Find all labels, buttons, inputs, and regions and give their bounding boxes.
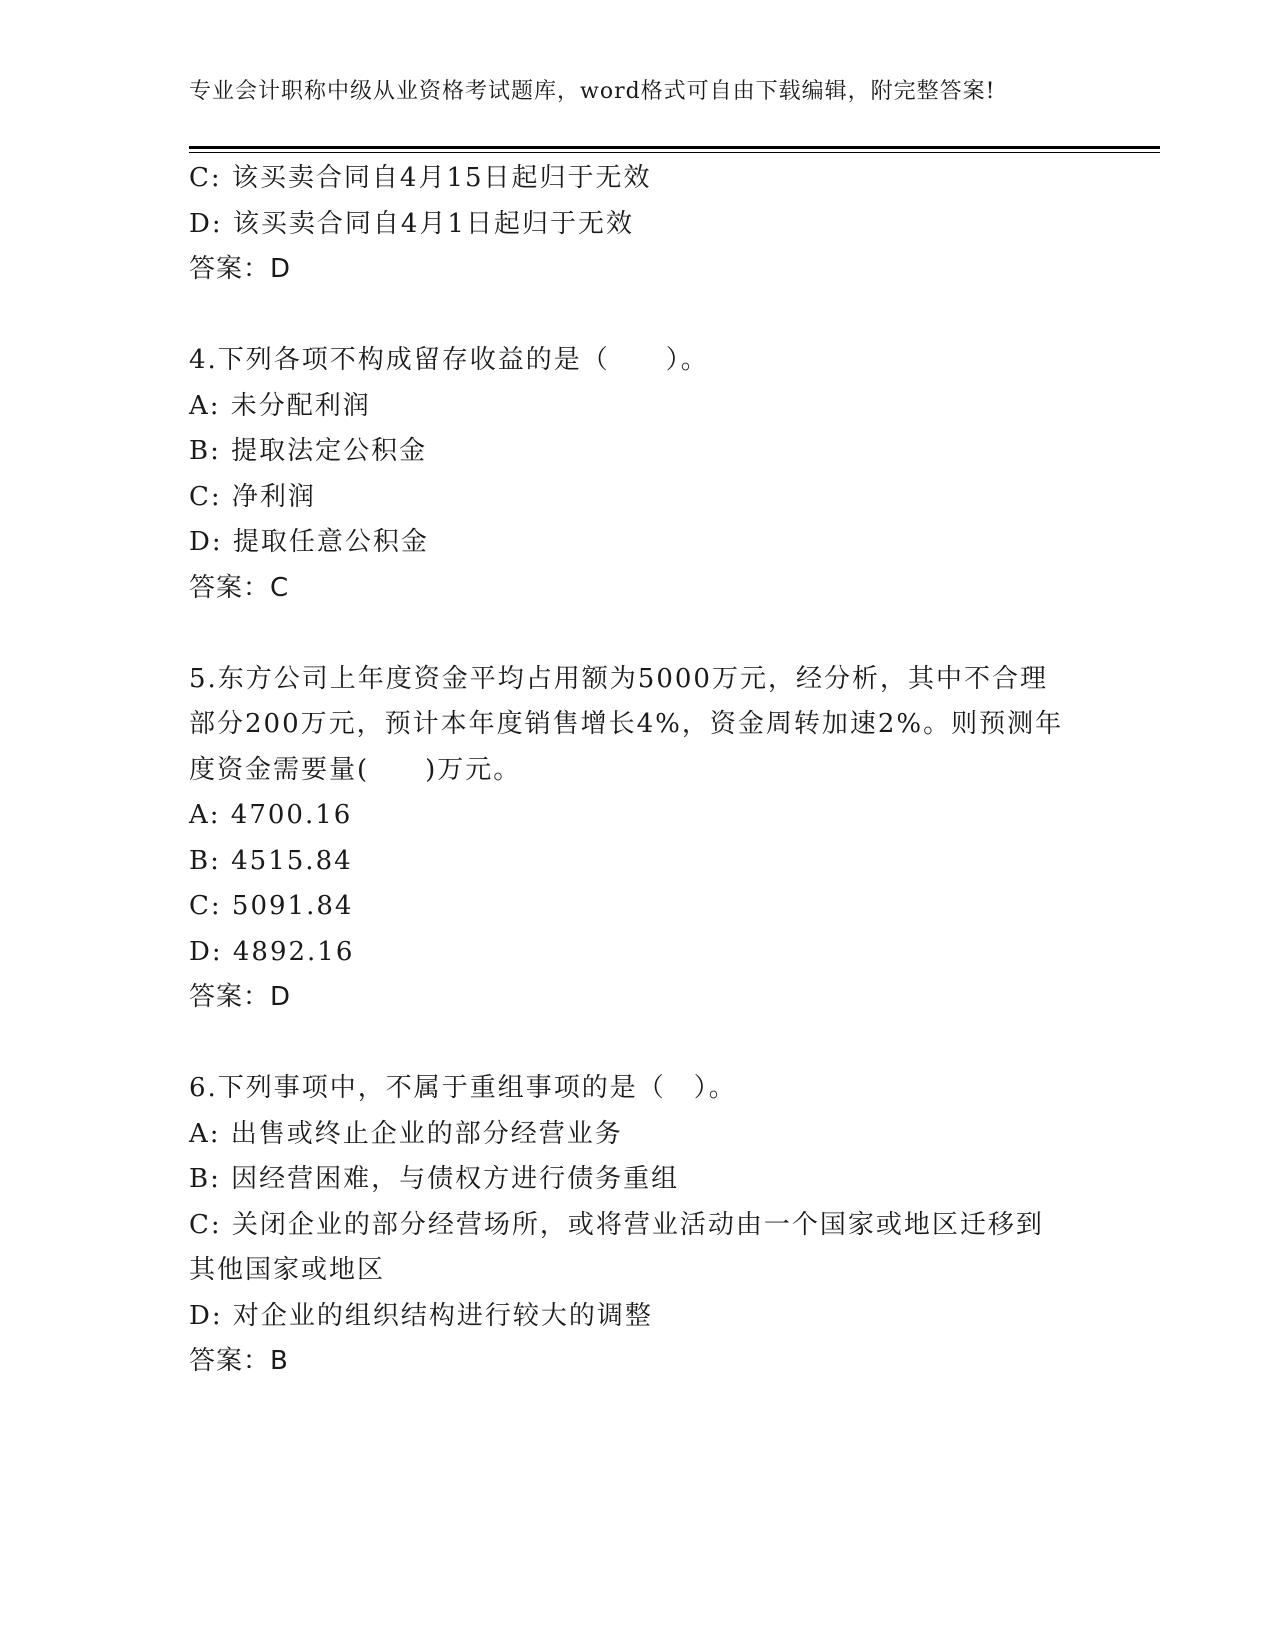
q6-option-c-line1: C: 关闭企业的部分经营场所，或将营业活动由一个国家或地区迁移到 <box>189 1209 1044 1240</box>
q6-option-c-line2: 其他国家或地区 <box>189 1255 386 1285</box>
q6-option-d: D: 对企业的组织结构进行较大的调整 <box>189 1300 653 1331</box>
spacer <box>189 293 1089 339</box>
q6-stem: 6.下列事项中，不属于重组事项的是（ ）。 <box>189 1073 737 1103</box>
q4-stem: 4.下列各项不构成留存收益的是（ ）。 <box>189 345 709 375</box>
header-rule-thin <box>189 152 1160 153</box>
q6-option-a: A: 出售或终止企业的部分经营业务 <box>189 1118 623 1149</box>
q4-option-b: B: 提取法定公积金 <box>189 436 428 466</box>
q3-option-c: C: 该买卖合同自4月15日起归于无效 <box>189 163 652 193</box>
q5-answer: 答案：D <box>189 982 292 1012</box>
question-content <box>189 156 1089 1385</box>
q5-stem-line1: 5.东方公司上年度资金平均占用额为5000万元，经分析，其中不合理 <box>189 663 1048 694</box>
spacer <box>189 1021 1089 1067</box>
q3-answer: 答案：D <box>189 254 292 284</box>
q6-answer: 答案：B <box>189 1346 289 1376</box>
q3-option-d: D: 该买卖合同自4月1日起归于无效 <box>189 208 634 239</box>
q5-stem-line3: 度资金需要量( )万元。 <box>189 754 522 785</box>
header-rule-thick <box>189 146 1160 149</box>
page-header: 专业会计职称中级从业资格考试题库，word格式可自由下载编辑，附完整答案! <box>189 79 996 104</box>
q5-option-c: C: 5091.84 <box>189 891 354 921</box>
q5-option-d: D: 4892.16 <box>189 936 355 967</box>
q4-answer: 答案：C <box>189 572 290 603</box>
spacer <box>189 611 1089 657</box>
q4-option-c: C: 净利润 <box>189 481 316 512</box>
q6-option-b: B: 因经营困难，与债权方进行债务重组 <box>189 1164 680 1194</box>
q4-option-d: D: 提取任意公积金 <box>189 527 429 557</box>
q5-option-a: A: 4700.16 <box>189 800 353 830</box>
q5-stem-line2: 部分200万元，预计本年度销售增长4%，资金周转加速2%。则预测年 <box>189 709 1064 739</box>
q4-option-a: A: 未分配利润 <box>189 390 371 421</box>
q5-option-b: B: 4515.84 <box>189 845 353 876</box>
